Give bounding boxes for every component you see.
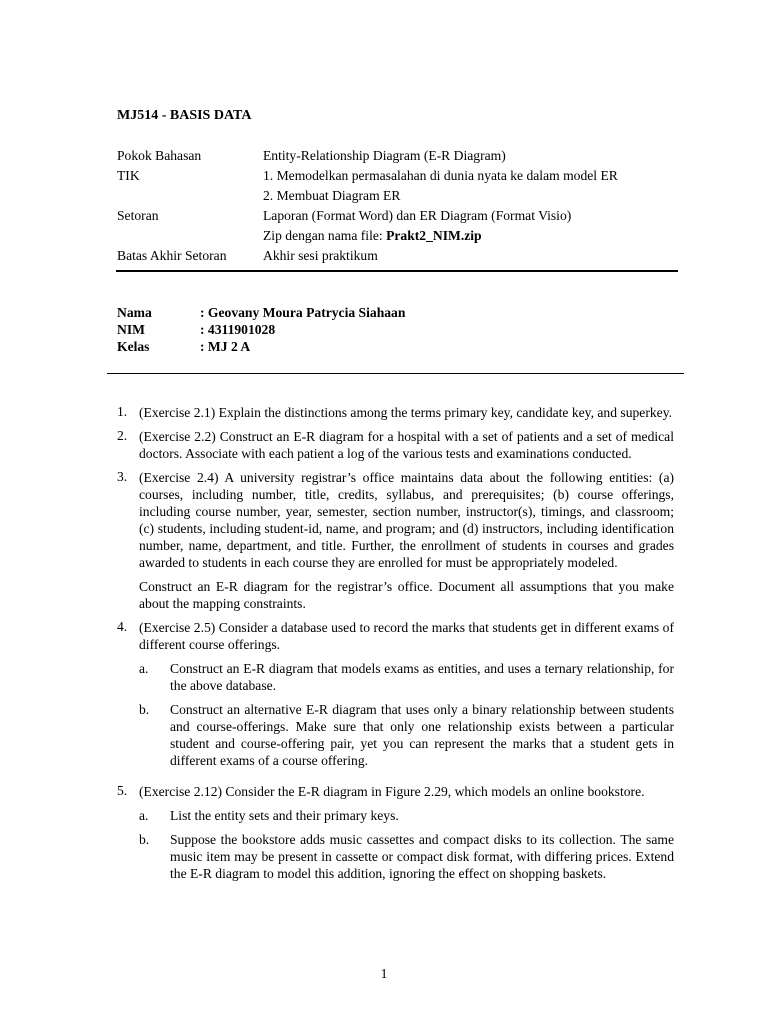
info-row <box>117 226 618 246</box>
sub-question-text: Construct an alternative E-R diagram that uses only a binary relationship between students and course-offerings. Make sure that only one relationship exists between a particular student and course-offering pair, yet you can represent the marks that a student gets in different exams of a course offering. <box>170 702 674 768</box>
exercise-item <box>117 469 674 612</box>
info-row <box>117 186 618 206</box>
exercise-text: (Exercise 2.2) Construct an E-R diagram for a hospital with a set of patients and a set of medical doctors. Associate with each patient a log of the various tests and examinations conducted. <box>139 429 674 461</box>
exercise-item <box>117 619 674 776</box>
info-key: TIK <box>117 168 140 183</box>
sub-question <box>139 701 674 769</box>
sub-question <box>139 660 674 694</box>
exercise-text: Construct an E-R diagram for the registrar’s office. Document all assumptions that you make about the mapping constraints. <box>139 579 674 611</box>
identity-value: : Geovany Moura Patrycia Siahaan <box>200 305 406 320</box>
identity-row <box>117 338 405 355</box>
exercise-number: 3. <box>117 469 128 484</box>
exercise-item <box>117 783 674 889</box>
exercise-number: 4. <box>117 619 128 634</box>
course-title: MJ514 - BASIS DATA <box>117 108 252 123</box>
info-key: Pokok Bahasan <box>117 148 202 163</box>
info-value: 2. Membuat Diagram ER <box>263 188 401 203</box>
sub-question-label: a. <box>139 661 149 676</box>
info-value <box>263 226 618 246</box>
identity-key: Kelas <box>117 339 150 354</box>
exercise-number: 5. <box>117 783 128 798</box>
info-row <box>117 246 618 266</box>
sub-question-text: Construct an E-R diagram that models exams as entities, and uses a ternary relationship, for the above database. <box>170 661 674 693</box>
info-row <box>117 146 618 166</box>
sub-question-label: b. <box>139 832 150 847</box>
exercise-text: (Exercise 2.4) A university registrar’s office maintains data about the following entities: (a) courses, including number, title, credits, syllabus, and prerequisites; (b) course offerings, including course number, year, semester, section number, instructor(s), timings, and classroom; (c) students, including student-id, name, and program; and (d) instructors, including identification number, name, department, and title. Further, the enrollment of students in courses and grades awarded to students in each course they are enrolled for must be appropriately modeled. <box>139 470 674 570</box>
sub-question <box>139 807 674 824</box>
sub-question-text: List the entity sets and their primary keys. <box>170 808 399 823</box>
info-key: Setoran <box>117 208 159 223</box>
info-row <box>117 166 618 186</box>
student-identity <box>117 304 405 355</box>
identity-key: NIM <box>117 322 145 337</box>
sub-question-label: a. <box>139 808 149 823</box>
exercise-text: (Exercise 2.1) Explain the distinctions among the terms primary key, candidate key, and superkey. <box>139 405 673 420</box>
exercise-item <box>117 428 674 462</box>
header-divider <box>116 270 678 272</box>
assignment-info-table <box>117 146 618 266</box>
exercise-number: 1. <box>117 404 128 419</box>
identity-row <box>117 304 405 321</box>
exercise-item <box>117 404 674 421</box>
identity-key: Nama <box>117 305 152 320</box>
zip-filename: Prakt2_NIM.zip <box>386 228 482 243</box>
sub-question-label: b. <box>139 702 150 717</box>
info-key: Batas Akhir Setoran <box>117 248 227 263</box>
info-value: Laporan (Format Word) dan ER Diagram (Format Visio) <box>263 208 572 223</box>
info-key <box>117 226 263 246</box>
exercise-number: 2. <box>117 428 128 443</box>
identity-value: : 4311901028 <box>200 322 276 337</box>
identity-divider <box>107 373 684 374</box>
sub-question <box>139 831 674 882</box>
info-value: Entity-Relationship Diagram (E-R Diagram) <box>263 148 506 163</box>
info-key <box>117 186 263 206</box>
exercise-text: (Exercise 2.12) Consider the E-R diagram in Figure 2.29, which models an online bookstore. <box>139 784 645 799</box>
identity-value: : MJ 2 A <box>200 339 251 354</box>
info-value: 1. Memodelkan permasalahan di dunia nyata ke dalam model ER <box>263 168 618 183</box>
info-value: Akhir sesi praktikum <box>263 248 378 263</box>
info-row <box>117 206 618 226</box>
identity-row <box>117 321 405 338</box>
exercise-list <box>117 404 674 896</box>
page-number: 1 <box>380 966 388 981</box>
exercise-text: (Exercise 2.5) Consider a database used to record the marks that students get in different exams of different course offerings. <box>139 620 674 652</box>
info-value-text: Zip dengan nama file: <box>263 228 387 243</box>
sub-question-text: Suppose the bookstore adds music cassettes and compact disks to its collection. The same music item may be present in cassette or compact disk format, with differing prices. Extend the E-R diagram to model this addition, ignoring the effect on shopping baskets. <box>170 832 674 881</box>
